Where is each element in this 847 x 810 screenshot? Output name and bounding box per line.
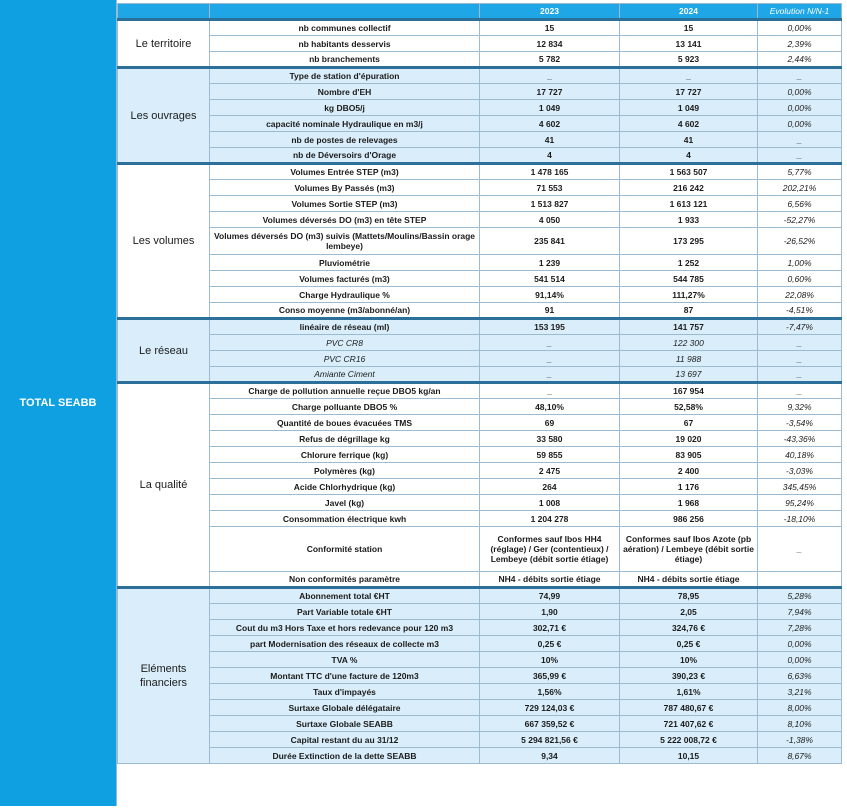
evolution-value: _ <box>758 68 842 84</box>
table-row <box>118 228 842 255</box>
section-le-r-seau <box>118 319 842 383</box>
table-row <box>118 668 842 684</box>
row-label: Javel (kg) <box>210 495 480 511</box>
evolution-value: 3,21% <box>758 684 842 700</box>
value-2024: 67 <box>620 415 758 431</box>
evolution-value: _ <box>758 351 842 367</box>
table-row <box>118 431 842 447</box>
evolution-value: -3,54% <box>758 415 842 431</box>
value-2023: NH4 - débits sortie étiage <box>480 572 620 588</box>
value-2024: NH4 - débits sortie étiage <box>620 572 758 588</box>
table-row <box>118 271 842 287</box>
value-2024: 15 <box>620 20 758 36</box>
value-2023: _ <box>480 383 620 399</box>
row-label: Taux d'impayés <box>210 684 480 700</box>
value-2024: 1 933 <box>620 212 758 228</box>
evolution-value: 0,00% <box>758 100 842 116</box>
table-row <box>118 303 842 319</box>
table-row <box>118 255 842 271</box>
table-row <box>118 511 842 527</box>
row-label: nb habitants desservis <box>210 36 480 52</box>
table-row <box>118 164 842 180</box>
table-row <box>118 196 842 212</box>
table-row <box>118 479 842 495</box>
header-evolution: Evolution N/N-1 <box>758 4 842 20</box>
table-row <box>118 383 842 399</box>
value-2023: 1,56% <box>480 684 620 700</box>
row-label: Volumes By Passés (m3) <box>210 180 480 196</box>
value-2024: 11 988 <box>620 351 758 367</box>
evolution-value: -18,10% <box>758 511 842 527</box>
value-2024: 1 252 <box>620 255 758 271</box>
value-2023: 365,99 € <box>480 668 620 684</box>
table-row <box>118 52 842 68</box>
table-row <box>118 495 842 511</box>
value-2023: 153 195 <box>480 319 620 335</box>
row-label: Surtaxe Globale délégataire <box>210 700 480 716</box>
row-label: Volumes Entrée STEP (m3) <box>210 164 480 180</box>
evolution-value: 5,77% <box>758 164 842 180</box>
value-2024: 4 602 <box>620 116 758 132</box>
evolution-value: 8,10% <box>758 716 842 732</box>
row-label: Polymères (kg) <box>210 463 480 479</box>
header-year-2024: 2024 <box>620 4 758 20</box>
category-label: Le territoire <box>118 20 210 68</box>
value-2024: 111,27% <box>620 287 758 303</box>
row-label: part Modernisation des réseaux de collecte m3 <box>210 636 480 652</box>
evolution-value: _ <box>758 148 842 164</box>
data-table <box>117 3 842 764</box>
value-2023: 1 478 165 <box>480 164 620 180</box>
table-row <box>118 84 842 100</box>
row-label: Volumes déversés DO (m3) suivis (Mattets/Moulins/Bassin orage lembeye) <box>210 228 480 255</box>
table-row <box>118 447 842 463</box>
table-row <box>118 620 842 636</box>
value-2024: 78,95 <box>620 588 758 604</box>
value-2023: 729 124,03 € <box>480 700 620 716</box>
row-label: Charge Hydraulique % <box>210 287 480 303</box>
row-label: Acide Chlorhydrique (kg) <box>210 479 480 495</box>
table-row <box>118 527 842 572</box>
evolution-value: -1,38% <box>758 732 842 748</box>
table-row <box>118 716 842 732</box>
value-2024: 13 141 <box>620 36 758 52</box>
table-row <box>118 132 842 148</box>
row-label: Volumes déversés DO (m3) en tête STEP <box>210 212 480 228</box>
table-row <box>118 212 842 228</box>
value-2024: 2 400 <box>620 463 758 479</box>
row-label: Quantité de boues évacuées TMS <box>210 415 480 431</box>
table-row <box>118 367 842 383</box>
evolution-value: -4,51% <box>758 303 842 319</box>
table-row <box>118 684 842 700</box>
value-2024: 1 049 <box>620 100 758 116</box>
table-row <box>118 287 842 303</box>
row-label: Type de station d'épuration <box>210 68 480 84</box>
evolution-value: -43,36% <box>758 431 842 447</box>
header-row <box>118 4 842 20</box>
row-label: kg DBO5/j <box>210 100 480 116</box>
row-label: Consommation électrique kwh <box>210 511 480 527</box>
evolution-value: 2,44% <box>758 52 842 68</box>
table-row <box>118 732 842 748</box>
table-row <box>118 116 842 132</box>
header-blank-label <box>210 4 480 20</box>
evolution-value: _ <box>758 527 842 572</box>
value-2023: 5 782 <box>480 52 620 68</box>
evolution-value: 8,67% <box>758 748 842 764</box>
value-2023: 9,34 <box>480 748 620 764</box>
table-row <box>118 636 842 652</box>
row-label: Part Variable totale €HT <box>210 604 480 620</box>
category-label: Le réseau <box>118 319 210 383</box>
evolution-value: -26,52% <box>758 228 842 255</box>
table-row <box>118 148 842 164</box>
table-row <box>118 415 842 431</box>
row-label: nb de postes de relevages <box>210 132 480 148</box>
row-label: Refus de dégrillage kg <box>210 431 480 447</box>
row-label: Charge de pollution annuelle reçue DBO5 kg/an <box>210 383 480 399</box>
category-label: Eléments financiers <box>118 588 210 764</box>
row-label: Conso moyenne (m3/abonné/an) <box>210 303 480 319</box>
evolution-value: _ <box>758 132 842 148</box>
value-2023: _ <box>480 367 620 383</box>
side-label: TOTAL SEABB <box>0 0 117 806</box>
value-2024: 390,23 € <box>620 668 758 684</box>
evolution-value: 7,94% <box>758 604 842 620</box>
row-label: Pluviométrie <box>210 255 480 271</box>
value-2024: 324,76 € <box>620 620 758 636</box>
table-row <box>118 700 842 716</box>
header-blank-category <box>118 4 210 20</box>
table-row <box>118 351 842 367</box>
value-2023: _ <box>480 351 620 367</box>
value-2024: 41 <box>620 132 758 148</box>
row-label: Montant TTC d'une facture de 120m3 <box>210 668 480 684</box>
value-2024: Conformes sauf Ibos Azote (pb aération) / Lembeye (débit sortie étiage) <box>620 527 758 572</box>
evolution-value: 0,00% <box>758 20 842 36</box>
value-2023: 264 <box>480 479 620 495</box>
value-2024: 13 697 <box>620 367 758 383</box>
category-label: Les volumes <box>118 164 210 319</box>
row-label: Volumes Sortie STEP (m3) <box>210 196 480 212</box>
value-2024: 19 020 <box>620 431 758 447</box>
value-2023: Conformes sauf Ibos HH4 (réglage) / Ger (contentieux) / Lembeye (débit sortie étiage) <box>480 527 620 572</box>
section-la-qualit- <box>118 383 842 588</box>
evolution-value: 8,00% <box>758 700 842 716</box>
value-2024: 1,61% <box>620 684 758 700</box>
evolution-value: _ <box>758 367 842 383</box>
value-2023: 302,71 € <box>480 620 620 636</box>
evolution-value: 2,39% <box>758 36 842 52</box>
evolution-value <box>758 572 842 588</box>
evolution-value: 202,21% <box>758 180 842 196</box>
value-2024: 10% <box>620 652 758 668</box>
value-2024: 216 242 <box>620 180 758 196</box>
value-2023: _ <box>480 68 620 84</box>
evolution-value: 95,24% <box>758 495 842 511</box>
value-2023: 69 <box>480 415 620 431</box>
row-label: PVC CR8 <box>210 335 480 351</box>
row-label: Conformité station <box>210 527 480 572</box>
value-2023: 235 841 <box>480 228 620 255</box>
row-label: PVC CR16 <box>210 351 480 367</box>
value-2024: 787 480,67 € <box>620 700 758 716</box>
value-2023: 1 008 <box>480 495 620 511</box>
value-2024: 167 954 <box>620 383 758 399</box>
section-les-ouvrages <box>118 68 842 164</box>
value-2024: 10,15 <box>620 748 758 764</box>
value-2024: 2,05 <box>620 604 758 620</box>
value-2023: 4 602 <box>480 116 620 132</box>
value-2024: 0,25 € <box>620 636 758 652</box>
value-2023: 33 580 <box>480 431 620 447</box>
table-row <box>118 652 842 668</box>
value-2023: 17 727 <box>480 84 620 100</box>
table-row <box>118 604 842 620</box>
evolution-value: 7,28% <box>758 620 842 636</box>
evolution-value: 0,60% <box>758 271 842 287</box>
value-2024: 141 757 <box>620 319 758 335</box>
value-2024: 173 295 <box>620 228 758 255</box>
row-label: Durée Extinction de la dette SEABB <box>210 748 480 764</box>
value-2024: 52,58% <box>620 399 758 415</box>
row-label: TVA % <box>210 652 480 668</box>
value-2023: 59 855 <box>480 447 620 463</box>
row-label: nb de Déversoirs d'Orage <box>210 148 480 164</box>
value-2024: 1 613 121 <box>620 196 758 212</box>
row-label: linéaire de réseau (ml) <box>210 319 480 335</box>
value-2024: 1 563 507 <box>620 164 758 180</box>
table-row <box>118 319 842 335</box>
evolution-value: 0,00% <box>758 652 842 668</box>
value-2024: 122 300 <box>620 335 758 351</box>
value-2024: 17 727 <box>620 84 758 100</box>
table-row <box>118 36 842 52</box>
value-2023: 1 049 <box>480 100 620 116</box>
row-label: Volumes facturés (m3) <box>210 271 480 287</box>
row-label: Nombre d'EH <box>210 84 480 100</box>
value-2023: 4 <box>480 148 620 164</box>
value-2023: 48,10% <box>480 399 620 415</box>
evolution-value: 9,32% <box>758 399 842 415</box>
evolution-value: 0,00% <box>758 84 842 100</box>
value-2023: 667 359,52 € <box>480 716 620 732</box>
value-2023: 1 239 <box>480 255 620 271</box>
row-label: capacité nominale Hydraulique en m3/j <box>210 116 480 132</box>
table-row <box>118 463 842 479</box>
value-2023: 4 050 <box>480 212 620 228</box>
value-2024: _ <box>620 68 758 84</box>
row-label: Abonnement total €HT <box>210 588 480 604</box>
row-label: nb communes collectif <box>210 20 480 36</box>
category-label: Les ouvrages <box>118 68 210 164</box>
value-2023: 12 834 <box>480 36 620 52</box>
row-label: Capital restant du au 31/12 <box>210 732 480 748</box>
row-label: nb branchements <box>210 52 480 68</box>
evolution-value: 0,00% <box>758 636 842 652</box>
section-les-volumes <box>118 164 842 319</box>
value-2023: 71 553 <box>480 180 620 196</box>
section-le-territoire <box>118 20 842 68</box>
evolution-value: _ <box>758 335 842 351</box>
value-2024: 5 923 <box>620 52 758 68</box>
table-row <box>118 572 842 588</box>
row-label: Non conformités paramètre <box>210 572 480 588</box>
value-2024: 83 905 <box>620 447 758 463</box>
value-2024: 721 407,62 € <box>620 716 758 732</box>
value-2023: 541 514 <box>480 271 620 287</box>
value-2023: 2 475 <box>480 463 620 479</box>
table-row <box>118 180 842 196</box>
section-el-ments-financiers <box>118 588 842 764</box>
row-label: Amiante Ciment <box>210 367 480 383</box>
value-2024: 1 968 <box>620 495 758 511</box>
category-label: La qualité <box>118 383 210 588</box>
evolution-value: 40,18% <box>758 447 842 463</box>
table-row <box>118 68 842 84</box>
value-2023: 5 294 821,56 € <box>480 732 620 748</box>
table-row <box>118 399 842 415</box>
value-2023: 15 <box>480 20 620 36</box>
value-2024: 5 222 008,72 € <box>620 732 758 748</box>
evolution-value: -3,03% <box>758 463 842 479</box>
value-2023: 74,99 <box>480 588 620 604</box>
value-2023: 1,90 <box>480 604 620 620</box>
value-2023: 41 <box>480 132 620 148</box>
evolution-value: 22,08% <box>758 287 842 303</box>
evolution-value: _ <box>758 383 842 399</box>
evolution-value: -52,27% <box>758 212 842 228</box>
evolution-value: 345,45% <box>758 479 842 495</box>
value-2023: 0,25 € <box>480 636 620 652</box>
row-label: Chlorure ferrique (kg) <box>210 447 480 463</box>
value-2023: 1 204 278 <box>480 511 620 527</box>
value-2023: 91,14% <box>480 287 620 303</box>
table-row <box>118 20 842 36</box>
value-2024: 544 785 <box>620 271 758 287</box>
table-row <box>118 335 842 351</box>
value-2024: 87 <box>620 303 758 319</box>
header-year-2023: 2023 <box>480 4 620 20</box>
row-label: Surtaxe Globale SEABB <box>210 716 480 732</box>
value-2024: 1 176 <box>620 479 758 495</box>
value-2023: 91 <box>480 303 620 319</box>
evolution-value: 0,00% <box>758 116 842 132</box>
row-label: Charge polluante DBO5 % <box>210 399 480 415</box>
table-row <box>118 588 842 604</box>
table-row <box>118 748 842 764</box>
evolution-value: 6,63% <box>758 668 842 684</box>
evolution-value: 5,28% <box>758 588 842 604</box>
value-2024: 986 256 <box>620 511 758 527</box>
row-label: Cout du m3 Hors Taxe et hors redevance pour 120 m3 <box>210 620 480 636</box>
evolution-value: 1,00% <box>758 255 842 271</box>
table-row <box>118 100 842 116</box>
value-2023: _ <box>480 335 620 351</box>
value-2023: 1 513 827 <box>480 196 620 212</box>
value-2023: 10% <box>480 652 620 668</box>
evolution-value: 6,56% <box>758 196 842 212</box>
value-2024: 4 <box>620 148 758 164</box>
evolution-value: -7,47% <box>758 319 842 335</box>
